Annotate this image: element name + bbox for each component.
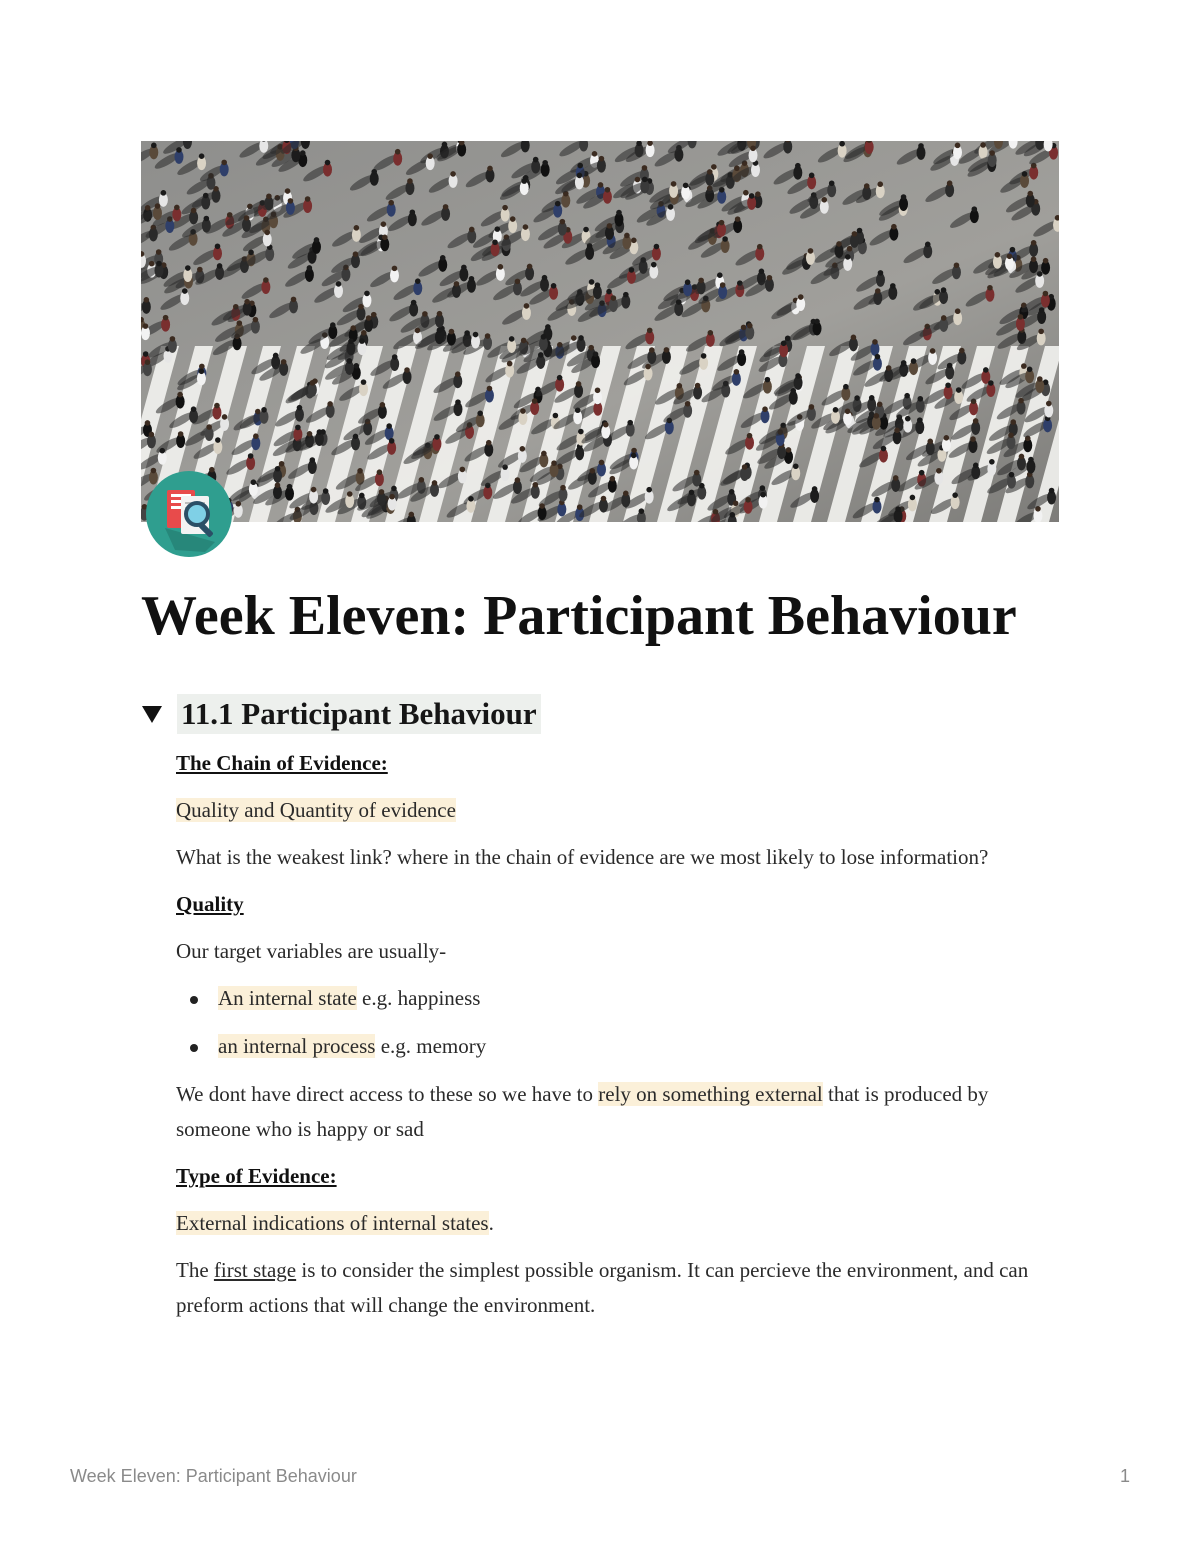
external-indications-text [176, 1206, 1066, 1241]
direct-access-text [176, 1077, 1066, 1147]
list-item-text: e.g. happiness [356, 986, 481, 1010]
quality-quantity-text: Quality and Quantity of evidence [176, 798, 456, 822]
list-item-text: e.g. memory [375, 1034, 487, 1058]
first-stage-link[interactable]: first stage [213, 1258, 297, 1282]
direct-access-post: that is produced by someone who is happy or sad [176, 1082, 989, 1141]
quality-heading: Quality [176, 892, 244, 916]
footer-page-number: 1 [1119, 1466, 1130, 1486]
toggle-block[interactable] [141, 694, 541, 734]
direct-access-highlight: rely on something external [598, 1082, 823, 1106]
toggle-content [176, 746, 1066, 1335]
chain-of-evidence-heading: The Chain of Evidence: [176, 751, 388, 775]
list-item [218, 981, 1066, 1016]
type-of-evidence-heading: Type of Evidence: [176, 1164, 337, 1188]
weakest-link-text: What is the weakest link? where in the chain of evidence are we most likely to lose information? [176, 845, 989, 869]
cover-image [141, 141, 1059, 522]
first-stage-post: is to consider the simplest possible organism. It can percieve the environment, and can preform actions that will change the environment. [176, 1258, 1029, 1317]
list-item-highlight: an internal process [218, 1034, 376, 1058]
target-variables-text: Our target variables are usually- [176, 939, 447, 963]
toggle-heading[interactable]: 11.1 Participant Behaviour [177, 694, 541, 734]
crowd-crosswalk-photo [141, 141, 1059, 522]
external-indications-highlight: External indications of internal states [176, 1211, 489, 1235]
footer-title: Week Eleven: Participant Behaviour [70, 1466, 357, 1486]
toggle-triangle-down-icon[interactable] [141, 703, 163, 725]
first-stage-text [176, 1253, 1066, 1323]
page-title: Week Eleven: Participant Behaviour [141, 585, 1017, 647]
first-stage-pre: The [176, 1258, 214, 1282]
external-indications-post: . [488, 1211, 494, 1235]
direct-access-pre: We dont have direct access to these so we have to [176, 1082, 599, 1106]
list-item [218, 1029, 1066, 1064]
target-variables-list [176, 981, 1066, 1064]
document-magnifier-icon [145, 470, 233, 558]
list-item-highlight: An internal state [218, 986, 357, 1010]
